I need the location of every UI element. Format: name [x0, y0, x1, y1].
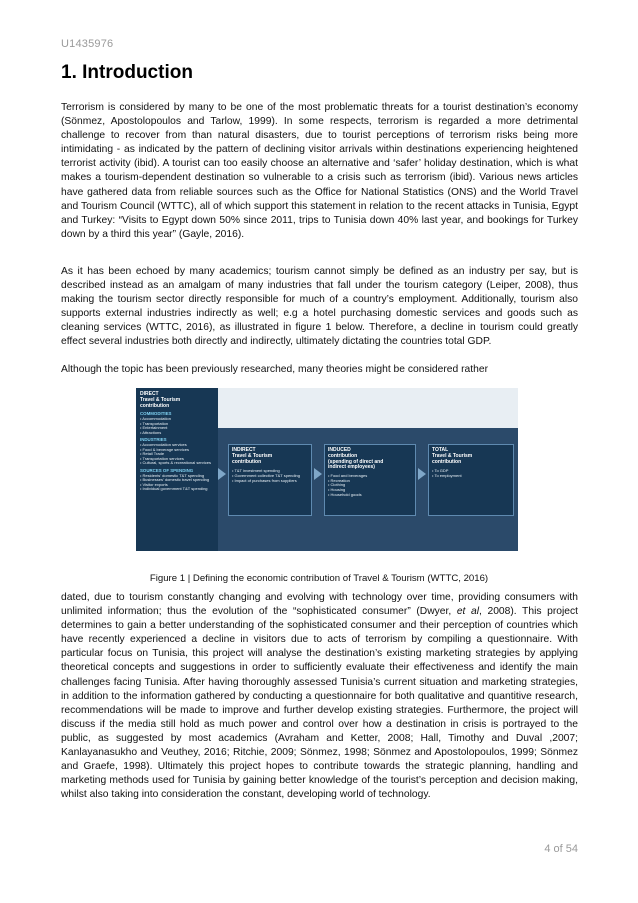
- industries-label: INDUSTRIES: [140, 437, 167, 443]
- induced-title: INDUCED contribution (spending of direct and indirect employees): [328, 447, 384, 471]
- paragraph-4-part-1: dated, due to tourism constantly changing and evolving with technology over time, providing consumers with unlimited information; thus the evolution of the “sophisticated consumer” (Dwyer,: [61, 592, 578, 618]
- paragraph-1: Terrorism is considered by many to be one of the most problematic threats for a tourist destination’s economy (Sönmez, Apostolopoulos and Tarlow, 1999). In some respects, terrorism is regarded a more detrimental challenge to recover from than natural disasters, due to tourist perceptions of terrorism risks being more intimidating - as indicated by the pattern of declining visitor arrivals within destinations experiencing heightened terrorist activity (ibid). A tourist can too easily choose an alternative and ‘safer’ holiday destination, which is what makes a tourism-dependent destination so vulnerable to a crisis such as terrorism (ibid). Various news articles have gathered data from reliable sources such as the Office for National Statistics (ONS) and the World Travel and Tourism Council (WTTC), all of which support this statement in relation to the recent attacks in Tunisia, Egypt and Turkey: “Visits to Egypt down 50% since 2011, trips to Tunisia down 40% last year, and bookings for Turkey down by a third this year” (Gayle, 2016).: [61, 102, 578, 240]
- spending-label: SOURCES OF SPENDING: [140, 467, 194, 473]
- induced-items: • Food and beverages • Recreation • Clothing • Housing • Household goods: [328, 473, 368, 497]
- indirect-box: [228, 444, 312, 516]
- total-box: [428, 444, 514, 516]
- direct-title: DIRECT Travel & Tourism contribution: [140, 391, 181, 409]
- commodities-items: • Accommodation • Transportation • Entertainment • Attractions: [140, 415, 171, 435]
- arrow-to-induced: [314, 468, 322, 480]
- paragraph-4-part-2: , 2008). This project determines to gain a better understanding of the sophisticated consumer and their perception of countries which have recently experienced a decline in visitors due to acts of terrorism by compiling a questionnaire. With particular focus on Tunisia, this project will analyse the destination’s existing marketing strategies by applying theoretical concepts and suggestions in order to sufficiently evaluate their effectiveness and identify the main challenges facing Tunisia. After having thoroughly assessed Tunisia’s current situation and marketing strategies, in addition to the information gathered by conducting a questionnaire for both qualitative and quantitive research, recommendations will be made to improve and further develop existing strategies. Furthermore, the project will discuss if the media still hold as much power and control over how a destination in crisis is portrayed to the public, as suggested by most academics (Avraham and Ketter, 2008; Hall, Timothy and Duval ,2007; Kanlayanasukho and Veuthey, 2016; Ritchie, 2009; Sönmez, 1998; Sönmez and Apostolopoulos, 1999; Sönmez and Graefe, 1998). Ultimately this project hopes to contribute towards the strategic planning, handling and marketing methods used for Tunisia by gaining better knowledge of the tourist’s perception and decision making, whilst also taking into consideration the constant, developing world of technology.: [61, 606, 579, 801]
- industries-items: • Accommodation services • Food & beverage services • Retail Trade • Transportation services • Cultural, sports & recreational services: [140, 441, 211, 466]
- indirect-title: INDIRECT Travel & Tourism contribution: [232, 447, 273, 465]
- indirect-items: • T&T investment spending • Government collective T&T spending • Impact of purchases from suppliers: [232, 468, 300, 483]
- paragraph-3: Although the topic has been previously researched, many theories might be considered rather: [61, 364, 488, 375]
- paragraph-4: [61, 591, 578, 802]
- direct-contribution-column: [140, 392, 216, 492]
- spending-items: • Residents' domestic T&T spending • Businesses' domestic travel spending • Visitor exports • Individual government T&T spending: [140, 472, 210, 492]
- arrow-to-indirect: [218, 468, 226, 480]
- total-items: • To GDP • To employment: [432, 468, 462, 478]
- figure-caption: Figure 1 | Defining the economic contribution of Travel & Tourism (WTTC, 2016): [149, 573, 489, 584]
- paragraph-2: As it has been echoed by many academics; tourism cannot simply be defined as an industry per say, but is described instead as an amalgam of many industries that fall under the tourism category (Leiper, 2008), thus making the tourism sector directly responsible for much of a country’s employment. Additionally, tourism also supports external industries indirectly as well; e.g a hotel purchasing domestic services and goods such as cleaning services (WTTC, 2016), as illustrated in figure 1 below. Therefore, a decline in tourism could greatly effect several industries both directly and indirectly, ultimately dictating the countries total GDP.: [61, 266, 578, 348]
- arrow-to-total: [418, 468, 426, 480]
- figure-1-diagram: [136, 388, 518, 551]
- document-id: U1435976: [61, 38, 114, 50]
- induced-box: [324, 444, 416, 516]
- figure-band-top: [218, 388, 518, 428]
- section-heading: 1. Introduction: [61, 62, 193, 83]
- commodities-label: COMMODITIES: [140, 411, 172, 417]
- total-title: TOTAL Travel & Tourism contribution: [432, 447, 473, 465]
- page-number: 4 of 54: [544, 843, 578, 855]
- paragraph-4-italic: et al: [456, 606, 480, 618]
